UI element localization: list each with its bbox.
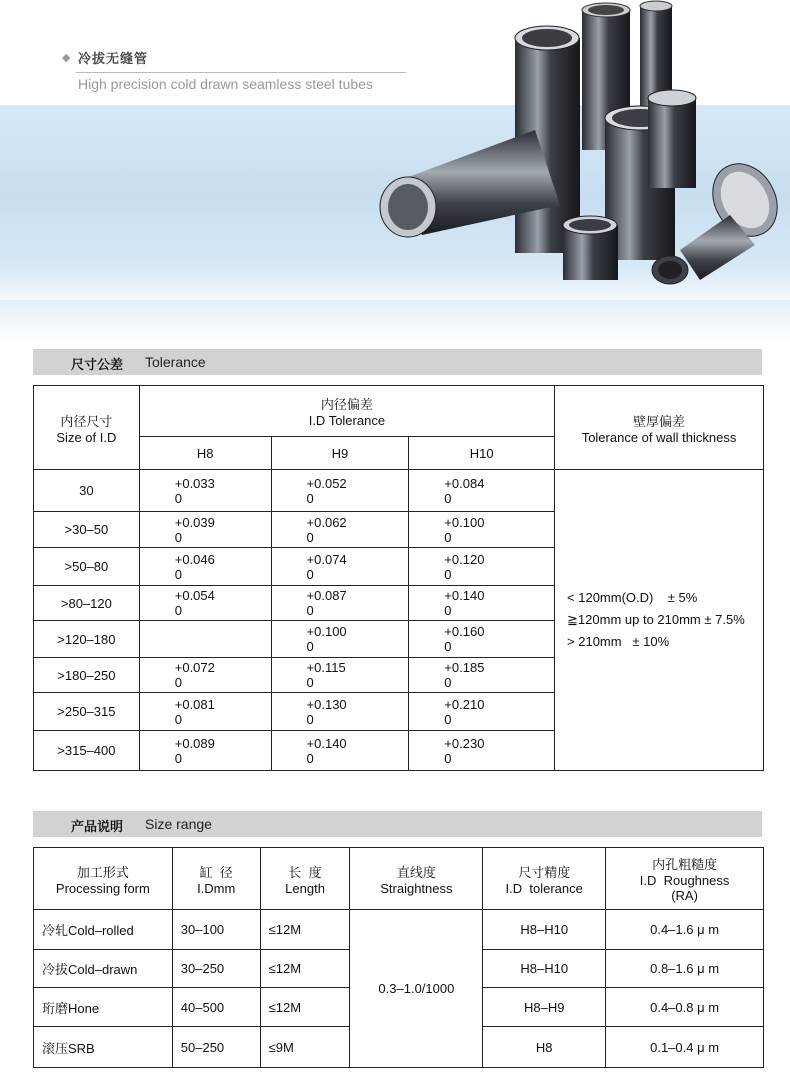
straightness-cell: 0.3–1.0/1000: [350, 910, 483, 1068]
h10-lower: 0: [444, 490, 452, 506]
header-processing-form: [34, 848, 173, 910]
h9-cell: [271, 586, 409, 621]
tolerance-cell: H8–H10: [483, 950, 606, 988]
header-id-en: I.D Tolerance: [308, 413, 386, 428]
h9-upper: +0.052: [306, 475, 347, 491]
tolerance-title-cn: 尺寸公差: [71, 358, 124, 373]
h8-lower: 0: [174, 566, 182, 582]
h8-cell: [139, 512, 271, 548]
h10-cell: [409, 693, 555, 731]
h10-upper: +0.084: [444, 475, 485, 491]
header-id-cn: 内径偏差: [320, 397, 373, 412]
h8-upper: +0.072: [174, 660, 215, 675]
page-title-cn: 冷拔无缝管: [78, 52, 149, 67]
h9-cell: [271, 693, 409, 731]
size-cell: >50–80: [34, 548, 140, 586]
id-cell: 40–500: [172, 988, 260, 1027]
size-cell: >315–400: [34, 731, 140, 771]
h10-cell: [409, 512, 555, 548]
h10-lower: 0: [444, 750, 452, 766]
h8-cell: [139, 548, 271, 586]
header-cn: 内孔粗糙度: [652, 857, 718, 872]
roughness-cell: 0.1–0.4 μ m: [606, 1027, 764, 1068]
h8-lower: 0: [174, 675, 182, 690]
header-en: Processing form: [55, 880, 150, 896]
h10-upper: +0.140: [444, 588, 485, 603]
size-cell: >180–250: [34, 658, 140, 693]
header-id-tolerance: [139, 386, 554, 437]
h9-lower: 0: [306, 566, 314, 582]
length-cell: ≤12M: [260, 910, 350, 950]
header-wall: [555, 386, 764, 470]
h10-upper: +0.185: [444, 660, 485, 675]
length-cell: ≤12M: [260, 988, 350, 1027]
length-cell: ≤9M: [260, 1027, 350, 1068]
header-wall-en: Tolerance of wall thickness: [581, 429, 737, 445]
h10-cell: [409, 658, 555, 693]
form-cell: 冷拔Cold–drawn: [34, 950, 173, 988]
header-en: Length: [285, 880, 325, 896]
header-cn: 直线度: [396, 864, 436, 880]
h8-upper: +0.089: [174, 735, 215, 751]
h9-upper: +0.074: [306, 551, 347, 567]
grade-h10: H10: [409, 437, 555, 470]
h9-cell: [271, 658, 409, 693]
h9-cell: [271, 548, 409, 586]
grade-h8: H8: [139, 437, 271, 470]
h9-lower: 0: [306, 675, 314, 690]
h8-upper: +0.046: [174, 551, 215, 567]
h10-lower: 0: [444, 675, 452, 690]
h10-lower: 0: [444, 639, 452, 654]
h9-cell: [271, 512, 409, 548]
h8-lower: 0: [174, 711, 182, 727]
h10-upper: +0.160: [444, 624, 485, 639]
id-cell: 30–250: [172, 950, 260, 988]
header-roughness: [606, 848, 764, 910]
h10-upper: +0.210: [444, 696, 485, 712]
h8-upper: +0.081: [174, 696, 215, 712]
header-length: [260, 848, 350, 910]
tolerance-cell: H8: [483, 1027, 606, 1068]
size-cell: 30: [34, 470, 140, 512]
header-en: Straightness: [380, 880, 453, 896]
h10-cell: [409, 548, 555, 586]
h8-cell: [139, 470, 271, 512]
h9-upper: +0.087: [306, 588, 347, 603]
header-cn: 加工形式: [76, 864, 129, 880]
page-title-en: High precision cold drawn seamless steel tubes: [78, 76, 373, 92]
grade-h9: H9: [271, 437, 409, 470]
h9-cell: [271, 470, 409, 512]
header-cn: 长 度: [288, 864, 322, 880]
tolerance-section-header: [33, 349, 762, 375]
header-en: I.D tolerance: [505, 880, 583, 896]
header-size-en: Size of I.D: [56, 429, 117, 445]
header-size: [34, 386, 140, 470]
tolerance-table: [33, 385, 764, 771]
h8-lower: 0: [174, 603, 182, 618]
size-cell: >30–50: [34, 512, 140, 548]
header-straightness: [350, 848, 483, 910]
roughness-cell: 0.4–1.6 μ m: [606, 910, 764, 950]
form-cell: 滚压SRB: [34, 1027, 173, 1068]
tolerance-title-en: Tolerance: [145, 354, 206, 370]
h10-lower: 0: [444, 711, 452, 727]
h10-cell: [409, 621, 555, 658]
id-cell: 30–100: [172, 910, 260, 950]
size-range-table: [33, 847, 764, 1068]
hero-fade: [0, 300, 790, 345]
header-wall-cn: 壁厚偏差: [633, 413, 686, 429]
roughness-cell: 0.4–0.8 μ m: [606, 988, 764, 1027]
size-range-section-header: [33, 811, 762, 837]
header-size-cn: 内径尺寸: [60, 413, 113, 429]
h8-lower: 0: [174, 490, 182, 506]
h9-lower: 0: [306, 603, 314, 618]
h10-lower: 0: [444, 529, 452, 545]
header-cn: 尺寸精度: [518, 864, 571, 880]
header-en: I.Dmm: [197, 880, 236, 896]
header-id-mm: [172, 848, 260, 910]
h10-upper: +0.230: [444, 735, 485, 751]
h9-lower: 0: [306, 529, 314, 545]
h9-lower: 0: [306, 711, 314, 727]
header-cn: 缸 径: [199, 864, 233, 880]
id-cell: 50–250: [172, 1027, 260, 1068]
h10-cell: [409, 470, 555, 512]
size-cell: >120–180: [34, 621, 140, 658]
form-cell: 珩磨Hone: [34, 988, 173, 1027]
h8-cell: [139, 731, 271, 771]
h10-cell: [409, 586, 555, 621]
wall-line-2: ≧120mm up to 210mm ± 7.5%: [567, 612, 745, 627]
roughness-cell: 0.8–1.6 μ m: [606, 950, 764, 988]
h8-cell: [139, 693, 271, 731]
h8-cell: [139, 621, 271, 658]
h10-lower: 0: [444, 566, 452, 582]
size-range-title-en: Size range: [145, 816, 212, 832]
h8-lower: 0: [174, 750, 182, 766]
wall-line-3: > 210mm ± 10%: [567, 634, 670, 649]
header-id-tolerance: [483, 848, 606, 910]
h9-cell: [271, 731, 409, 771]
tolerance-cell: H8–H10: [483, 910, 606, 950]
table-row: [34, 470, 764, 512]
h10-cell: [409, 731, 555, 771]
form-cell: 冷轧Cold–rolled: [34, 910, 173, 950]
size-range-title-cn: 产品说明: [71, 820, 124, 835]
h9-upper: +0.115: [306, 660, 346, 675]
title-divider: [76, 72, 406, 73]
h9-cell: [271, 621, 409, 658]
hero-banner: [0, 0, 790, 345]
tolerance-cell: H8–H9: [483, 988, 606, 1027]
wall-tolerance-cell: [555, 470, 764, 771]
h10-upper: +0.120: [444, 551, 485, 567]
h9-upper: +0.140: [306, 735, 347, 751]
header-en-2: (RA): [671, 888, 698, 903]
h8-cell: [139, 658, 271, 693]
title-bullet-icon: ◆: [62, 51, 71, 64]
header-en: I.D Roughness: [639, 873, 730, 888]
size-cell: >80–120: [34, 586, 140, 621]
h10-lower: 0: [444, 603, 452, 618]
h8-upper: +0.039: [174, 514, 215, 530]
h8-upper: +0.054: [174, 588, 215, 603]
size-cell: >250–315: [34, 693, 140, 731]
h9-lower: 0: [306, 490, 314, 506]
steel-tubes-illustration: [360, 0, 790, 300]
h9-upper: +0.130: [306, 696, 347, 712]
h9-upper: +0.062: [306, 514, 347, 530]
h8-upper: +0.033: [174, 475, 215, 491]
h8-cell: [139, 586, 271, 621]
wall-line-1: < 120mm(O.D) ± 5%: [567, 590, 698, 605]
table-row: [34, 910, 764, 950]
length-cell: ≤12M: [260, 950, 350, 988]
h10-upper: +0.100: [444, 514, 485, 530]
h9-lower: 0: [306, 750, 314, 766]
h8-lower: 0: [174, 529, 182, 545]
h9-lower: 0: [306, 639, 314, 654]
h9-upper: +0.100: [306, 624, 347, 639]
